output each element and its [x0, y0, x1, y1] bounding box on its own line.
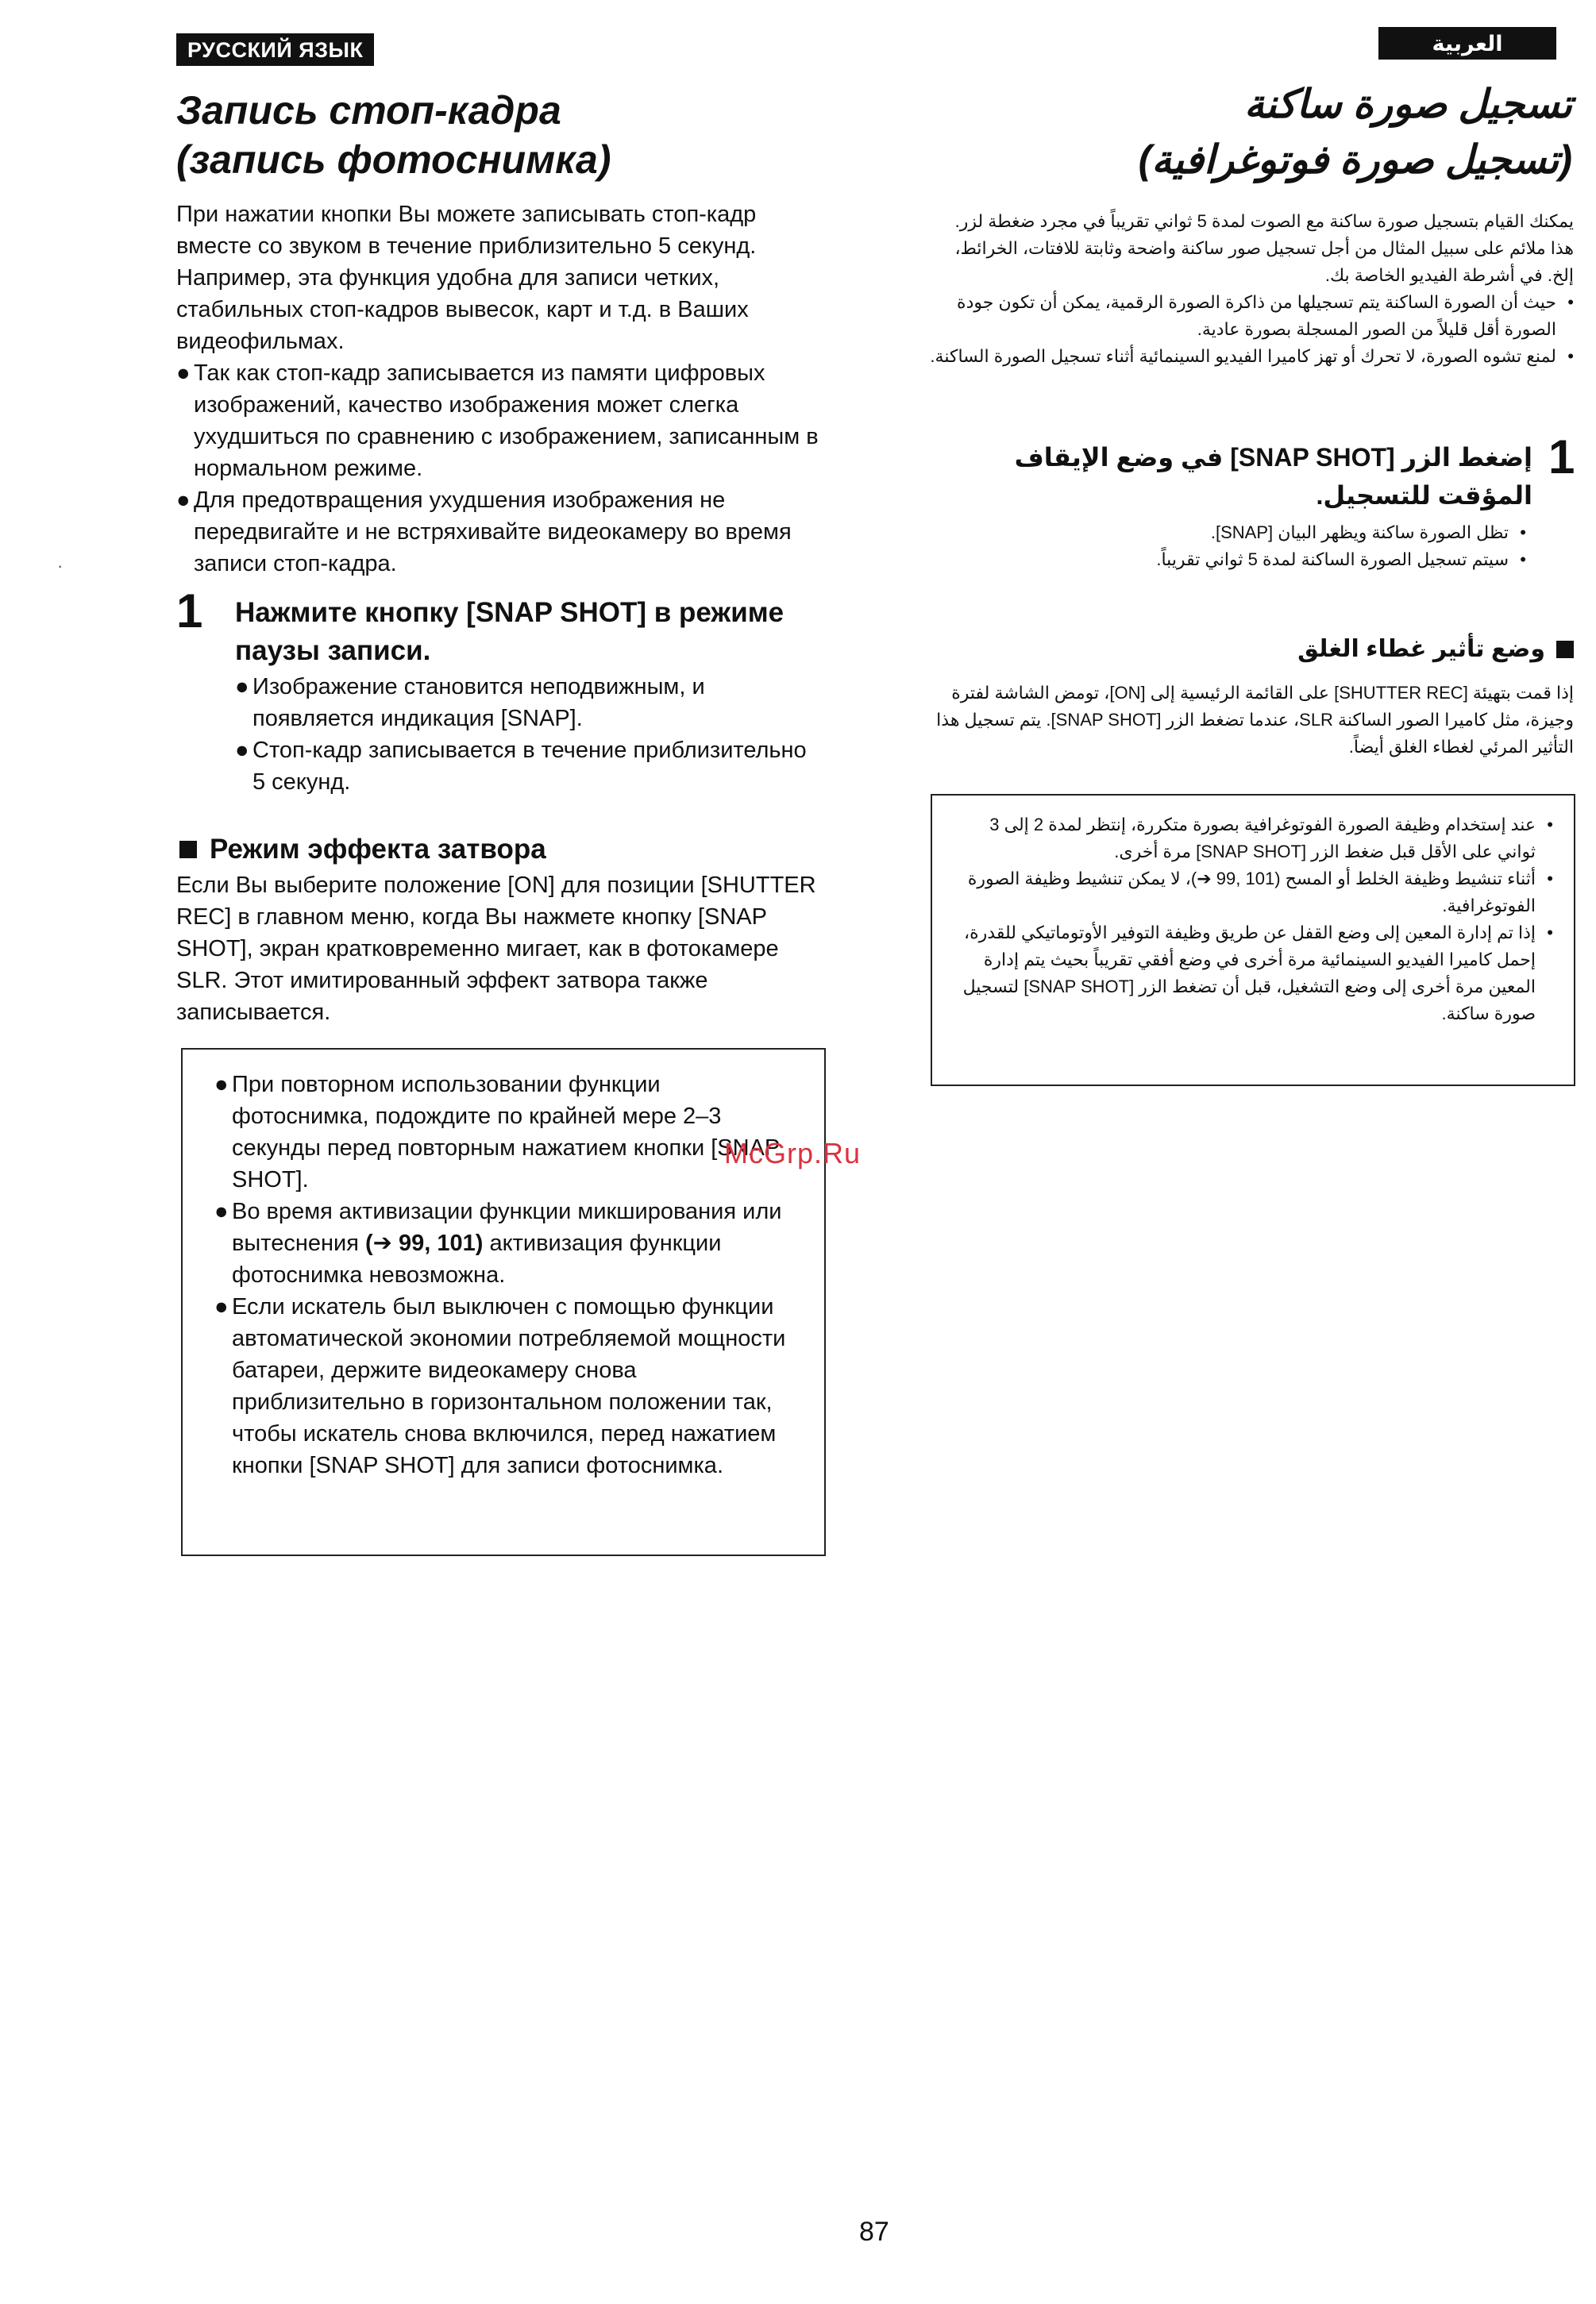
square-bullet-icon [179, 841, 197, 858]
language-tag-russian: РУССКИЙ ЯЗЫК [176, 33, 374, 66]
bullet-icon: ● [214, 1294, 229, 1320]
intro-paragraph: يمكنك القيام بتسجيل صورة ساكنة مع الصوت لمدة 5 ثواني تقريباً في مجرد ضغطة لزر. هذا ملائم على سبيل المثال من أجل تسجيل صور ساكنة واضحة وثابتة للافتات، الخرائط، إلخ. في أشرطة الفيديو الخاصة بك. [954, 211, 1574, 285]
watermark: McGrp.Ru [724, 1137, 862, 1169]
step-number: 1 [176, 584, 203, 638]
shutter-section-heading-arabic: وضع تأثير غطاء الغلق [1032, 632, 1574, 667]
step-number-arabic: 1 [1548, 430, 1575, 484]
notes-box-russian [181, 1048, 826, 1556]
list-item: ● Так как стоп-кадр записывается из памяти цифровых изображений, качество изображения может слегка ухудшиться по сравнению с изображением, записанным в нормальном режиме. [176, 357, 819, 484]
list-item: ● Для предотвращения ухудшения изображения не передвигайте и не встряхивайте видеокамеру во время записи стоп-кадра. [176, 484, 819, 580]
shutter-paragraph-arabic: إذا قمت بتهيئة [SHUTTER REC] على القائمة الرئيسية إلى [ON]، تومض الشاشة لفترة وجيزة، مثل كاميرا الصور الساكنة SLR، عندما تضغط الزر [SNAP SHOT]. يتم تسجيل هذا التأثير المرئي لغطاء الغلق أيضاً. [936, 683, 1574, 757]
bullet-icon: ● [214, 1199, 229, 1224]
title-line-1: Запись стоп-кадра [176, 88, 561, 133]
bullet-icon: • [1520, 549, 1526, 569]
bullet-icon: • [1567, 292, 1574, 312]
page-reference: (➔ 99, 101) [364, 1231, 484, 1256]
intro-block-arabic [929, 208, 1574, 370]
list-item: • لمنع تشوه الصورة، لا تحرك أو تهز كاميرا الفيديو السينمائية أثناء تسجيل الصورة الساكنة. [929, 343, 1574, 370]
intro-block-russian [176, 198, 819, 580]
bullet-icon: • [1547, 869, 1553, 888]
bullet-icon: ● [214, 1072, 229, 1097]
bullet-icon: ● [235, 738, 249, 763]
bullet-icon: ● [176, 487, 191, 513]
list-item: ● Стоп-кадр записывается в течение приблизительно 5 секунд. [235, 734, 807, 798]
square-bullet-icon [1556, 641, 1574, 658]
list-item: • عند إستخدام وظيفة الصورة الفوتوغرافية بصورة متكررة، إنتظر لمدة 2 إلى 3 ثواني على الأقل قبل ضغط الزر [SNAP SHOT] مرة أخرى. [951, 811, 1553, 865]
shutter-paragraph: Если Вы выберите положение [ON] для позиции [SHUTTER REC] в главном меню, когда Вы нажмете кнопку [SNAP SHOT], экран кратковременно мигает, как в фотокамере SLR. Этот имитированный эффект затвора также записывается. [176, 873, 816, 1025]
step-heading: Нажмите кнопку [SNAP SHOT] в режиме паузы записи. [235, 597, 785, 666]
list-item: ● При повторном использовании функции фотоснимка, подождите по крайней мере 2–3 секунды перед повторным нажатием кнопки [SNAP SHOT]. [214, 1069, 786, 1196]
page-title-arabic [873, 76, 1572, 187]
bullet-icon: • [1520, 522, 1526, 542]
list-item: • تظل الصورة ساكنة ويظهر البيان [SNAP]. [929, 519, 1526, 546]
page-number: 87 [859, 2217, 889, 2247]
bullet-icon: • [1567, 346, 1574, 366]
title-line-2: (запись фотоснимка) [176, 137, 611, 182]
step-bullets [235, 671, 807, 798]
shutter-section-heading: Режим эффекта затвора [179, 832, 546, 867]
list-item: • حيث أن الصورة الساكنة يتم تسجيلها من ذاكرة الصورة الرقمية، يمكن أن تكون جودة الصورة أقل قليلاً من الصور المسجلة بصورة عادية. [929, 289, 1574, 343]
step-bullets-arabic [929, 519, 1526, 573]
title-line-2: (تسجيل صورة فوتوغرافية) [1138, 137, 1572, 182]
list-item: • إذا تم إدارة المعين إلى وضع القفل عن طريق وظيفة التوفير الأوتوماتيكي للقدرة، إحمل كاميرا الفيديو السينمائية مرة أخرى في وضع أفقي تقريباً بحيث يتم إدارة المعين مرة أخرى إلى وضع التشغيل، قبل أن تضغط الزر [SNAP SHOT] لتسجيل صورة ساكنة. [951, 919, 1553, 1027]
bullet-icon: ● [176, 360, 191, 386]
list-item: • أثناء تنشيط وظيفة الخلط أو المسح (101 ,99 ➔)، لا يمكن تنشيط وظيفة الصورة الفوتوغرافية. [951, 865, 1553, 919]
step-heading-arabic: إضغط الزر [SNAP SHOT] في وضع الإيقاف المؤقت للتسجيل. [1014, 443, 1532, 510]
page-title-russian [176, 86, 875, 184]
list-item: • سيتم تسجيل الصورة الساكنة لمدة 5 ثواني تقريباً. [929, 546, 1526, 573]
list-item: ● Если искатель был выключен с помощью функции автоматической экономии потребляемой мощности батареи, держите видеокамеру снова приблизительно в горизонтальном положении так, чтобы искатель снова включился, перед нажатием кнопки [SNAP SHOT] для записи фотоснимка. [214, 1291, 786, 1481]
intro-paragraph: При нажатии кнопки Вы можете записывать стоп-кадр вместе со звуком в течение приблизительно 5 секунд. Например, эта функция удобна для записи четких, стабильных стоп-кадров вывесок, карт и т.д. в Ваших видеофильмах. [176, 202, 757, 354]
bullet-icon: • [1547, 923, 1553, 942]
language-tag-arabic: العربية [1378, 27, 1556, 60]
list-item: ● Во время активизации функции микширования или вытеснения (➔ 99, 101) активизация функции фотоснимка невозможна. [214, 1196, 786, 1291]
notes-box-arabic [931, 794, 1575, 1086]
list-item: ● Изображение становится неподвижным, и появляется индикация [SNAP]. [235, 671, 807, 734]
title-line-1: تسجيل صورة ساكنة [1244, 82, 1572, 126]
bullet-icon: • [1547, 815, 1553, 834]
margin-mark: · [57, 556, 64, 576]
bullet-icon: ● [235, 674, 249, 699]
